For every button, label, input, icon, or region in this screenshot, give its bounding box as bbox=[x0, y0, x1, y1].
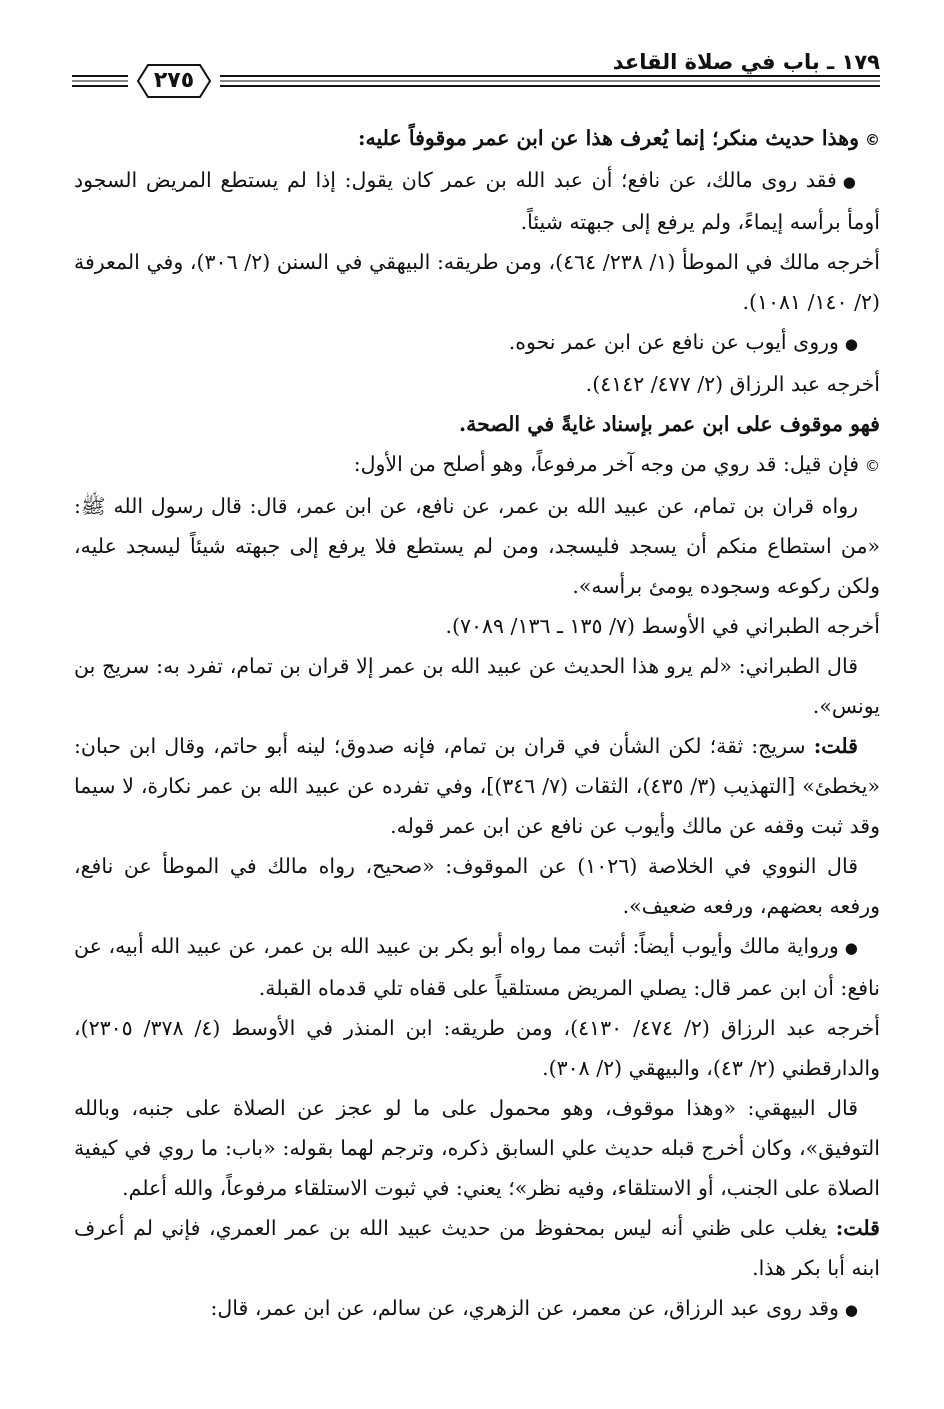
paragraph: قلت: يغلب على ظني أنه ليس بمحفوظ من حديث عبيد الله بن عمر العمري، فإني لم أعرف ابنه أبا بكر هذا. bbox=[74, 1216, 880, 1280]
section-marker-icon: © bbox=[865, 457, 880, 475]
paragraph: أخرجه مالك في الموطأ (١/ ٢٣٨/ ٤٦٤)، ومن طريقه: البيهقي في السنن (٢/ ٣٠٦)، وفي المعرفة (٢/ ١٤٠/ ١٠٨١). bbox=[74, 250, 880, 314]
paragraph: قلت: سريج: ثقة؛ لكن الشأن في قران بن تمام، فإنه صدوق؛ لينه أبو حاتم، وقال ابن حبان: «يخطئ» [التهذيب (٣/ ٤٣٥)، الثقات (٧/ ٣٤٦)]، وفي تفرده عن عبيد الله بن عمر نكارة، لا سيما وقد ثبت وقفه عن مالك وأيوب عن نافع عن ابن عمر قوله. bbox=[74, 734, 880, 838]
paragraph: ©وهذا حديث منكر؛ إنما يُعرف هذا عن ابن عمر موقوفاً عليه: bbox=[357, 126, 880, 150]
paragraph: أخرجه عبد الرزاق (٢/ ٤٧٧/ ٤١٤٢). bbox=[585, 372, 880, 396]
running-header bbox=[72, 36, 880, 106]
paragraph: أخرجه عبد الرزاق (٢/ ٤٧٤/ ٤١٣٠)، ومن طريقه: ابن المنذر في الأوسط (٤/ ٣٧٨/ ٢٣٠٥)، والدارقطني (٢/ ٤٣)، والبيهقي (٢/ ٣٠٨). bbox=[74, 1016, 880, 1080]
paragraph: فهو موقوف على ابن عمر بإسناد غايةً في الصحة. bbox=[459, 412, 880, 436]
paragraph: رواه قران بن تمام، عن عبيد الله بن عمر، عن نافع، عن ابن عمر، قال: قال رسول الله ﷺ: «من استطاع منكم أن يسجد فليسجد، ومن لم يستطع فلا يرفع إلى جبهته شيئاً ليسجد عليه، ولكن ركوعه وسجوده يومئ برأسه». bbox=[74, 494, 880, 598]
chapter-title: ١٧٩ ـ باب في صلاة القاعد bbox=[603, 50, 880, 74]
bullet-icon: ● bbox=[844, 1301, 858, 1319]
page-number-text: ٢٧٥ bbox=[153, 68, 195, 93]
bullet-icon: ● bbox=[844, 939, 859, 957]
paragraph-lead: قلت: bbox=[813, 734, 858, 758]
paragraph: أخرجه الطبراني في الأوسط (٧/ ١٣٥ ـ ١٣٦/ ٧٠٨٩). bbox=[445, 614, 880, 638]
paragraph: ●وروى أيوب عن نافع عن ابن عمر نحوه. bbox=[508, 330, 858, 354]
bullet-icon: ● bbox=[842, 173, 858, 191]
page-number bbox=[128, 61, 220, 101]
section-marker-icon: © bbox=[865, 131, 880, 149]
paragraph: قال الطبراني: «لم يرو هذا الحديث عن عبيد الله بن عمر إلا قران بن تمام، تفرد به: سريج بن يونس». bbox=[74, 654, 880, 718]
paragraph: ©فإن قيل: قد روي من وجه آخر مرفوعاً، وهو أصلح من الأول: bbox=[353, 452, 880, 476]
paragraph: قال البيهقي: «وهذا موقوف، وهو محمول على ما لو عجز عن الصلاة على جنبه، وبالله التوفيق»، وكان أخرج قبله حديث علي السابق ذكره، وترجم لهما بقوله: «باب: ما روي في كيفية الصلاة على الجنب، أو الاستلقاء، وفيه نظر»؛ يعني: في ثبوت الاستلقاء مرفوعاً، والله أعلم. bbox=[74, 1096, 880, 1200]
paragraph: قال النووي في الخلاصة (١٠٢٦) عن الموقوف: «صحيح، رواه مالك في الموطأ عن نافع، ورفعه بعضهم، ورفعه ضعيف». bbox=[74, 854, 880, 918]
paragraph: ●فقد روى مالك، عن نافع؛ أن عبد الله بن عمر كان يقول: إذا لم يستطع المريض السجود أومأ برأسه إيماءً، ولم يرفع إلى جبهته شيئاً. bbox=[74, 168, 880, 234]
paragraph-lead: قلت: bbox=[835, 1216, 880, 1240]
page-body bbox=[74, 118, 880, 1330]
bullet-icon: ● bbox=[844, 335, 858, 353]
paragraph: ●وقد روى عبد الرزاق، عن معمر، عن الزهري، عن سالم، عن ابن عمر، قال: bbox=[210, 1296, 858, 1320]
paragraph: ●ورواية مالك وأيوب أيضاً: أثبت مما رواه أبو بكر بن عبيد الله بن عمر، عن عبيد الله أبيه، عن نافع: أن ابن عمر قال: يصلي المريض مستلقياً على قفاه تلي قدماه القبلة. bbox=[74, 934, 880, 1000]
